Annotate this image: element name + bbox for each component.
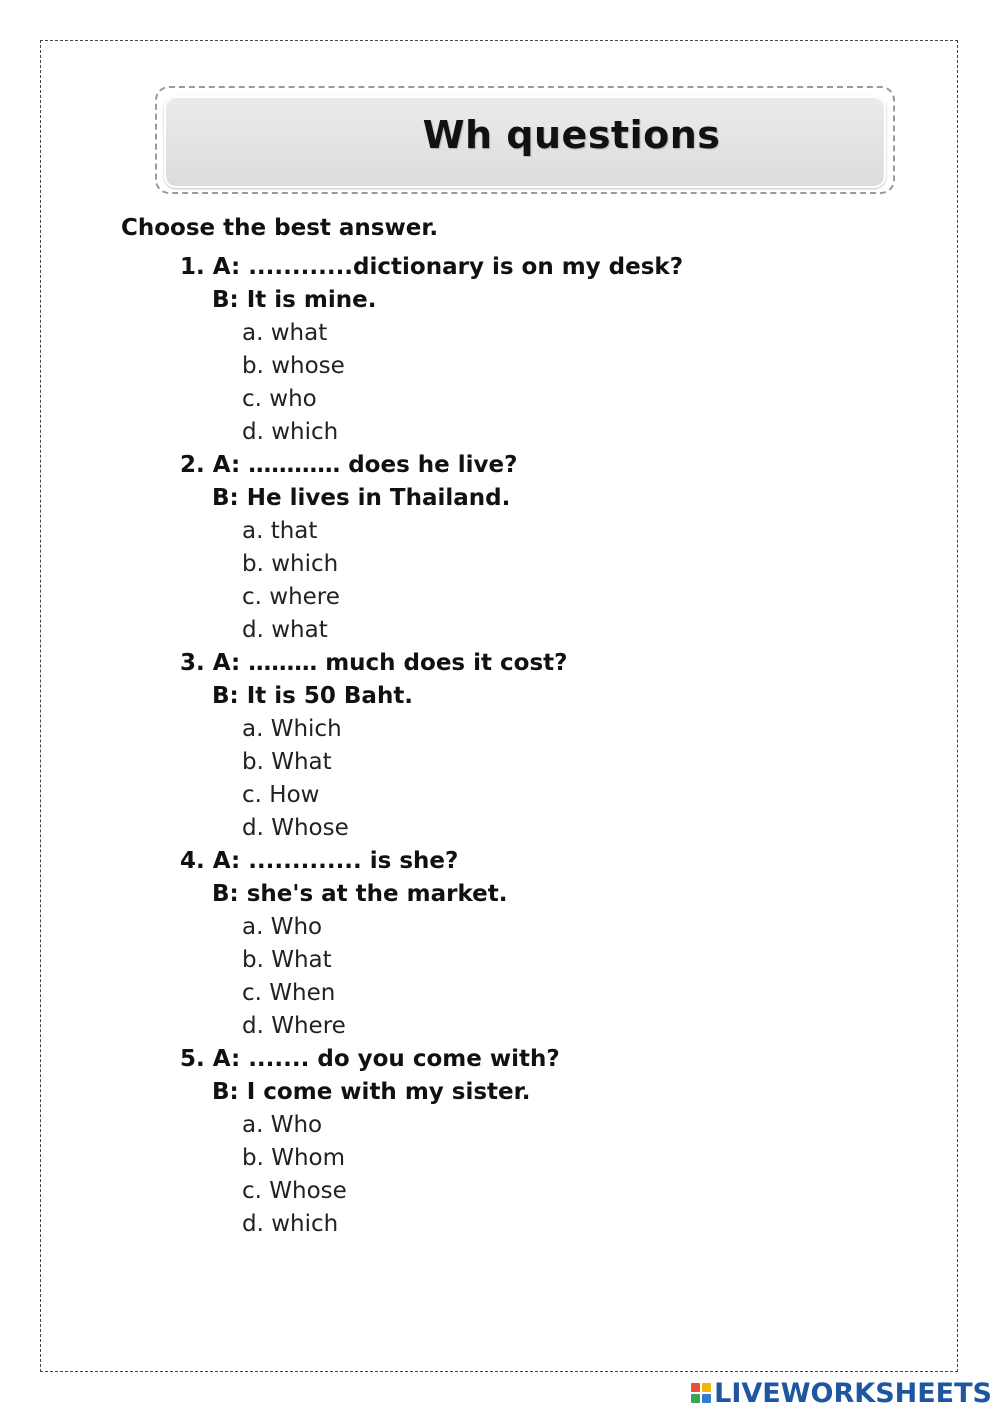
option-b[interactable]: b. What	[242, 947, 332, 973]
option-b[interactable]: b. which	[242, 551, 339, 577]
question-a-line: 1. A: ............dictionary is on my desk?	[180, 254, 684, 280]
option-c[interactable]: c. How	[242, 782, 320, 808]
option-list	[180, 713, 683, 845]
question-b-line: B: It is 50 Baht.	[212, 683, 414, 709]
option-a[interactable]: a. Who	[242, 1112, 323, 1138]
question-a-line: 3. A: ……… much does it cost?	[180, 650, 568, 676]
question-a-line: 4. A: ............. is she?	[180, 848, 459, 874]
option-c[interactable]: c. When	[242, 980, 336, 1006]
option-c[interactable]: c. where	[242, 584, 340, 610]
question-list	[180, 251, 683, 1241]
question-b-line: B: He lives in Thailand.	[212, 485, 511, 511]
brand-name: LIVEWORKSHEETS	[714, 1377, 992, 1409]
question-b-line: B: she's at the market.	[212, 881, 508, 907]
option-d[interactable]: d. which	[242, 419, 339, 445]
question-2	[180, 449, 683, 647]
option-list	[180, 515, 683, 647]
option-a[interactable]: a. Which	[242, 716, 342, 742]
question-5	[180, 1043, 683, 1241]
option-c[interactable]: c. Whose	[242, 1178, 347, 1204]
option-b[interactable]: b. What	[242, 749, 332, 775]
option-a[interactable]: a. what	[242, 320, 328, 346]
option-list	[180, 911, 683, 1043]
liveworksheets-logo-icon	[691, 1383, 711, 1403]
logo-square-icon	[702, 1383, 711, 1392]
liveworksheets-brand[interactable]	[691, 1377, 992, 1409]
question-3	[180, 647, 683, 845]
question-a-line: 5. A: ....... do you come with?	[180, 1046, 560, 1072]
option-d[interactable]: d. what	[242, 617, 328, 643]
question-a-line: 2. A: ………… does he live?	[180, 452, 518, 478]
option-b[interactable]: b. whose	[242, 353, 345, 379]
question-4	[180, 845, 683, 1043]
instruction-text: Choose the best answer.	[121, 215, 439, 241]
question-b-line: B: I come with my sister.	[212, 1079, 531, 1105]
question-b-line: B: It is mine.	[212, 287, 377, 313]
option-a[interactable]: a. that	[242, 518, 318, 544]
question-1	[180, 251, 683, 449]
option-d[interactable]: d. Whose	[242, 815, 349, 841]
logo-square-icon	[691, 1383, 700, 1392]
option-d[interactable]: d. which	[242, 1211, 339, 1237]
option-c[interactable]: c. who	[242, 386, 317, 412]
logo-square-icon	[691, 1394, 700, 1403]
option-a[interactable]: a. Who	[242, 914, 323, 940]
option-list	[180, 317, 683, 449]
option-b[interactable]: b. Whom	[242, 1145, 346, 1171]
option-list	[180, 1109, 683, 1241]
logo-square-icon	[702, 1394, 711, 1403]
option-d[interactable]: d. Where	[242, 1013, 346, 1039]
page-title: Wh questions	[422, 113, 721, 157]
